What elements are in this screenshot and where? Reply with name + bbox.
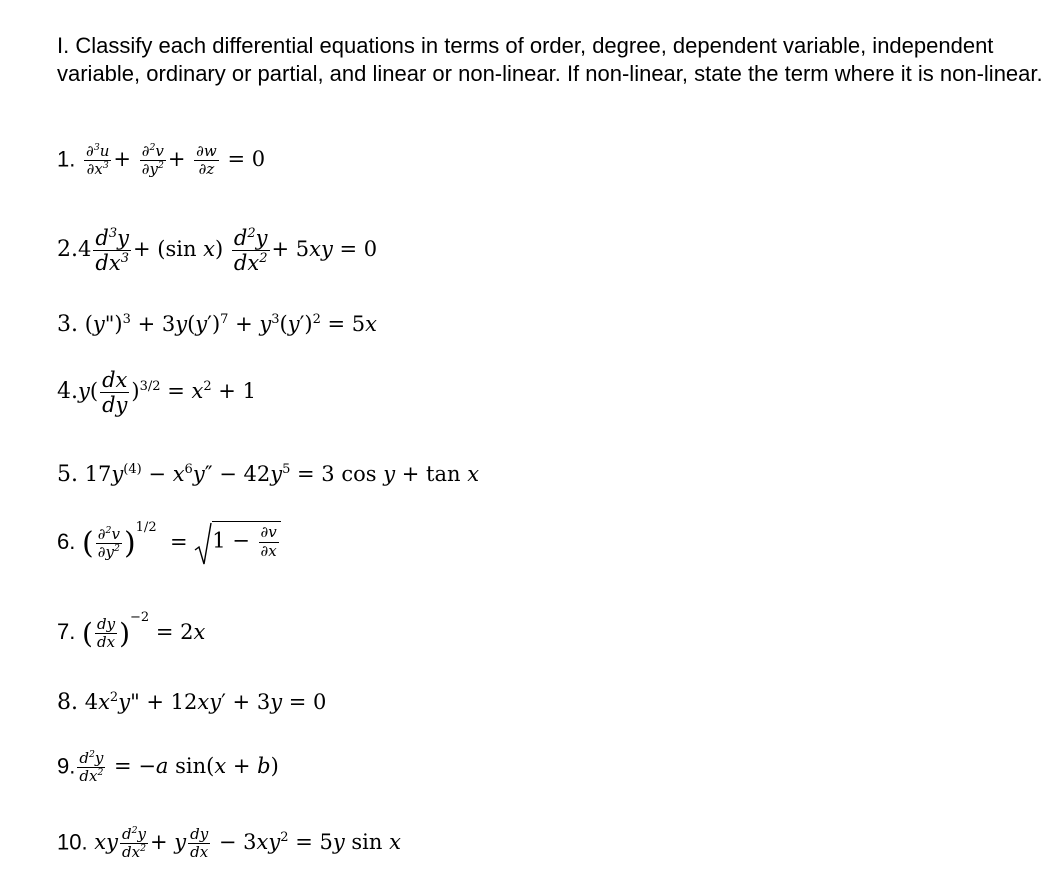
item-label: 10. bbox=[57, 829, 88, 855]
item-label: 1. bbox=[57, 146, 76, 172]
item-label: 5. bbox=[57, 462, 78, 487]
item-label: 9. bbox=[57, 753, 76, 779]
item-label: 7. bbox=[57, 619, 76, 644]
equation-3: 3. (y")$^3$ + $3y(y')^7 + y^3(y')^2 = 5x$ bbox=[57, 312, 378, 337]
equation-6: 6. ( $\frac{\partial^2v}{\partial y^2}$ )$^{1/2}$ = 1 − $\frac{\partial v}{\partial x}$ bbox=[57, 520, 281, 566]
equation-9: 9. $\frac{d^2y}{dx^2}$ = −a sin(x + b) bbox=[57, 749, 279, 786]
equation-7: 7. ( $\frac{dy}{dx}$ )$^{-2}$ = 2x bbox=[57, 610, 206, 651]
equation-1: 1. $\frac{\partial^3u}{\partial x^3}$ + $\frac{\partial^2v}{\partial y^2}$ + $\frac{\partial w}{\partial z}$ = 0 bbox=[57, 142, 266, 179]
item-label: 6. bbox=[57, 529, 76, 554]
item-label: 3. bbox=[57, 312, 78, 337]
item-label: 2. bbox=[57, 237, 78, 263]
equation-2: 2.4 $\frac{d^3y}{dx^3}$ + (sin x) $\frac{d^2y}{dx^2}$ + 5xy = 0 bbox=[57, 226, 378, 276]
sqrt-radical-icon bbox=[194, 522, 212, 566]
equation-4: 4.y( $\frac{dx}{dy}$ )$^{3/2} = x^2 + 1$ bbox=[57, 368, 256, 418]
equation-8: 8. $4x^2y$" + 12xy′ + 3y = 0 bbox=[57, 690, 327, 715]
item-label: 4. bbox=[57, 379, 78, 405]
equation-10: 10. xy $\frac{d^2y}{dx^2}$ + y $\frac{dy}{dx}$ − $3xy^2 = 5y$ sin x bbox=[57, 825, 401, 862]
item-label: 8. bbox=[57, 690, 78, 715]
instructions: I. Classify each differential equations in terms of order, degree, dependent variable, independent variable, ordinary or partial, and linear or non-linear. If non-linear, state the term where it is non-linear. bbox=[57, 33, 1043, 86]
equation-5: 5. $17y^{(4)} - x^6y'' - 42y^5 = 3$ cos y + tan x bbox=[57, 462, 480, 487]
